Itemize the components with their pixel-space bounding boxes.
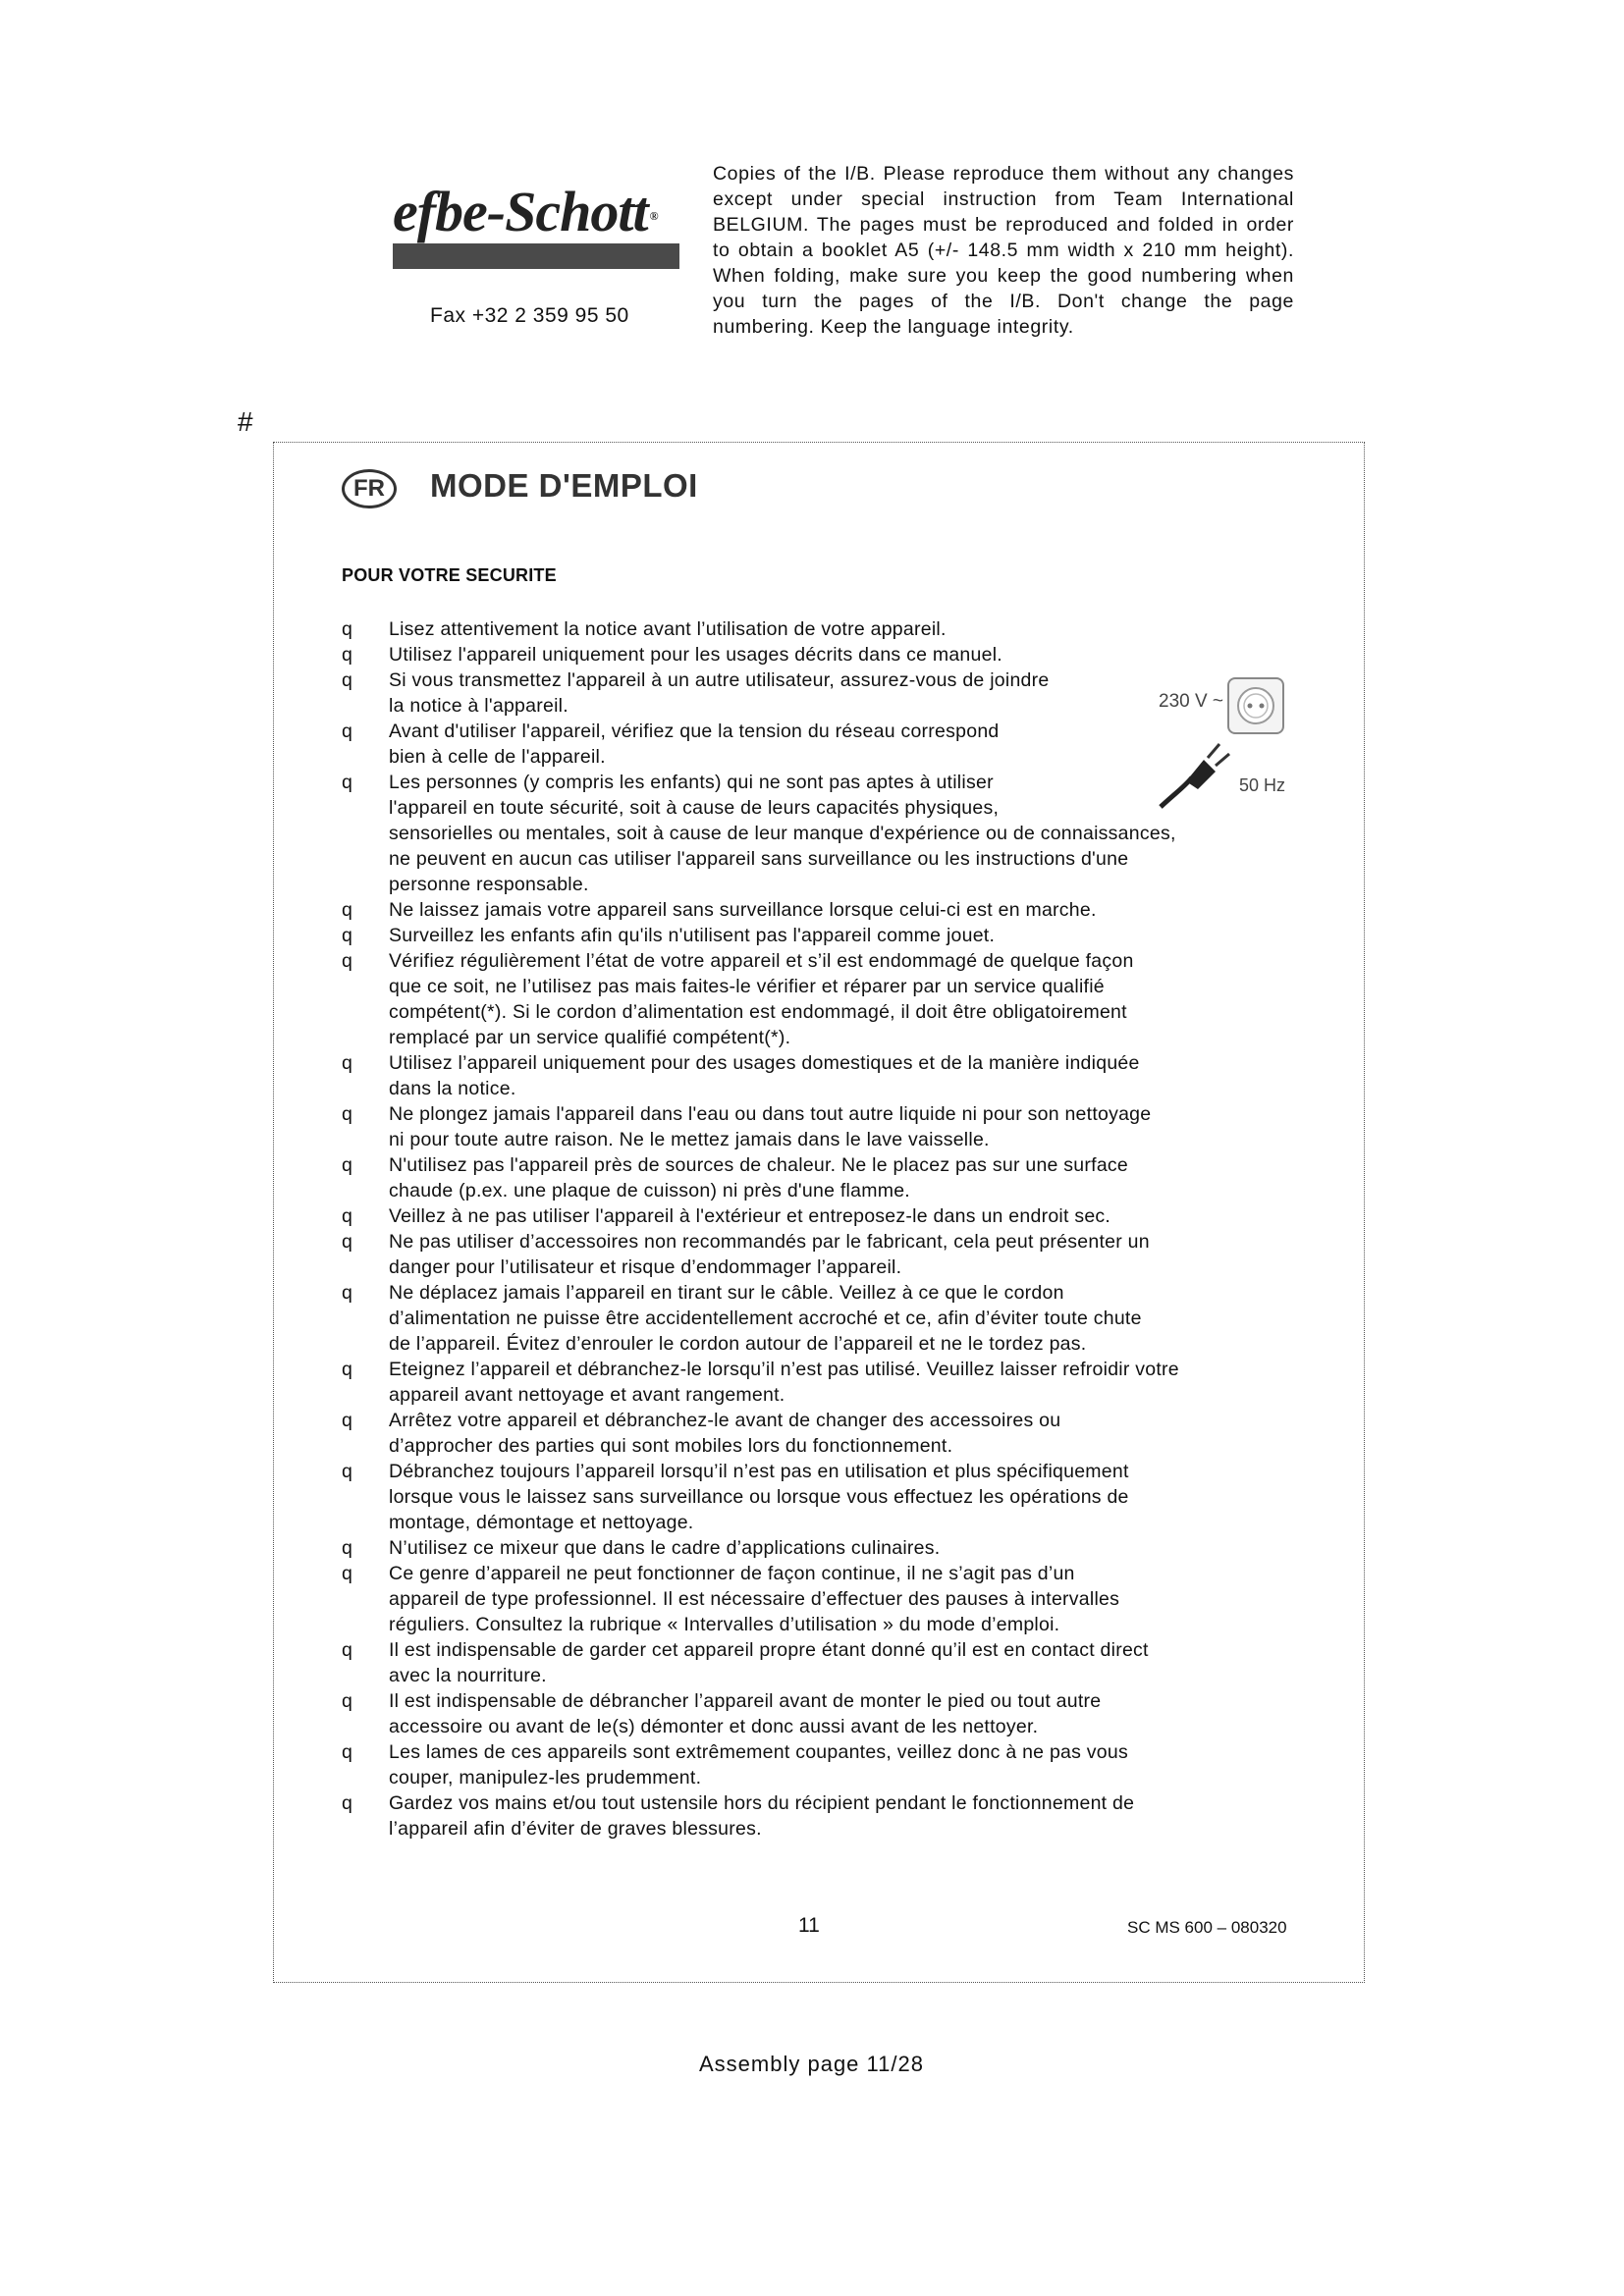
- safety-item: [342, 1357, 1324, 1408]
- safety-item-line: Si vous transmettez l'appareil à un autre utilisateur, assurez-vous de joindre: [389, 669, 1050, 691]
- safety-item-line: Débranchez toujours l’appareil lorsqu’il n’est pas en utilisation et plus spécifiquement: [389, 1461, 1129, 1482]
- safety-item-line: Lisez attentivement la notice avant l’utilisation de votre appareil.: [389, 618, 947, 640]
- safety-item-line: la notice à l'appareil.: [389, 695, 568, 717]
- safety-item: [342, 1229, 1324, 1280]
- safety-item-line: Ne déplacez jamais l’appareil en tirant sur le câble. Veillez à ce que le cordon: [389, 1282, 1064, 1304]
- safety-item: [342, 1459, 1324, 1535]
- safety-item-line: Gardez vos mains et/ou tout ustensile hors du récipient pendant le fonctionnement de: [389, 1792, 1135, 1814]
- safety-item-line: Ce genre d’appareil ne peut fonctionner de façon continue, il ne s’agit pas d’un: [389, 1563, 1075, 1584]
- voltage-label: 230 V ~: [1159, 691, 1224, 712]
- bullet-marker: q: [342, 1410, 353, 1431]
- safety-item-line: N’utilisez ce mixeur que dans le cadre d’applications culinaires.: [389, 1537, 941, 1559]
- safety-item-line: d’approcher des parties qui sont mobiles lors du fonctionnement.: [389, 1435, 953, 1457]
- bullet-marker: q: [342, 1741, 353, 1763]
- safety-item-line: Arrêtez votre appareil et débranchez-le avant de changer des accessoires ou: [389, 1410, 1061, 1431]
- safety-item-line: Il est indispensable de débrancher l’appareil avant de monter le pied ou tout autre: [389, 1690, 1102, 1712]
- manual-title: MODE D'EMPLOI: [430, 467, 698, 504]
- safety-item: [342, 1152, 1324, 1203]
- safety-item-line: Ne plongez jamais l'appareil dans l'eau ou dans tout autre liquide ni pour son nettoyage: [389, 1103, 1152, 1125]
- bullet-marker: q: [342, 1205, 353, 1227]
- bullet-marker: q: [342, 925, 353, 946]
- bullet-marker: q: [342, 1359, 353, 1380]
- assembly-page-label: Assembly page 11/28: [699, 2052, 924, 2076]
- logo-bar: [393, 243, 679, 269]
- safety-item-line: Ne laissez jamais votre appareil sans surveillance lorsque celui-ci est en marche.: [389, 899, 1097, 921]
- safety-item-line: Surveillez les enfants afin qu'ils n'utilisent pas l'appareil comme jouet.: [389, 925, 996, 946]
- safety-item-line: Utilisez l’appareil uniquement pour des usages domestiques et de la manière indiquée: [389, 1052, 1140, 1074]
- safety-item: [342, 1101, 1324, 1152]
- bullet-marker: q: [342, 1052, 353, 1074]
- safety-item-line: d’alimentation ne puisse être accidentellement accroché et ce, afin d’éviter toute chute: [389, 1308, 1142, 1329]
- safety-item-line: remplacé par un service qualifié compétent(*).: [389, 1027, 791, 1048]
- reproduction-instructions: Copies of the I/B. Please reproduce them without any changes except under special instruction from Team International BELGIUM. The pages must be reproduced and folded in order to obtain a booklet A5 (+/- 148.5 mm width x 210 mm height). When folding, make sure you keep the good numbering when you turn the pages of the I/B. Don't change the page numbering. Keep the language integrity.: [713, 163, 1294, 338]
- safety-item-line: bien à celle de l'appareil.: [389, 746, 606, 768]
- safety-item-line: N'utilisez pas l'appareil près de sources de chaleur. Ne le placez pas sur une surface: [389, 1154, 1129, 1176]
- safety-item-line: appareil de type professionnel. Il est nécessaire d’effectuer des pauses à intervalles: [389, 1588, 1120, 1610]
- safety-item-line: chaude (p.ex. une plaque de cuisson) ni près d'une flamme.: [389, 1180, 910, 1201]
- power-plug-icon: [1157, 738, 1235, 809]
- safety-item: [342, 1050, 1324, 1101]
- bullet-marker: q: [342, 1461, 353, 1482]
- safety-item-line: que ce soit, ne l’utilisez pas mais faites-le vérifier et réparer par un service qualifié: [389, 976, 1105, 997]
- safety-item: [342, 642, 1324, 667]
- document-reference: SC MS 600 – 080320: [1127, 1918, 1287, 1937]
- safety-item-line: dans la notice.: [389, 1078, 516, 1099]
- safety-item-line: réguliers. Consultez la rubrique « Intervalles d’utilisation » du mode d’emploi.: [389, 1614, 1060, 1635]
- safety-item-line: de l’appareil. Évitez d’enrouler le cordon autour de l’appareil et ne le tordez pas.: [389, 1333, 1087, 1355]
- safety-item: [342, 1408, 1324, 1459]
- safety-item-line: ni pour toute autre raison. Ne le mettez jamais dans le lave vaisselle.: [389, 1129, 990, 1150]
- safety-item: [342, 1739, 1324, 1790]
- bullet-marker: q: [342, 1563, 353, 1584]
- bullet-marker: q: [342, 1537, 353, 1559]
- bullet-marker: q: [342, 1154, 353, 1176]
- safety-item-line: sensorielles ou mentales, soit à cause de leur manque d'expérience ou de connaissances,: [389, 823, 1176, 844]
- language-badge: FR: [342, 469, 397, 508]
- safety-item-line: Les lames de ces appareils sont extrêmement coupantes, veillez donc à ne pas vous: [389, 1741, 1128, 1763]
- safety-item: [342, 1535, 1324, 1561]
- safety-item-line: accessoire ou avant de le(s) démonter et donc aussi avant de les nettoyer.: [389, 1716, 1039, 1737]
- safety-item: [342, 616, 1324, 642]
- safety-item: [342, 1203, 1324, 1229]
- bullet-marker: q: [342, 1639, 353, 1661]
- safety-item-line: Veillez à ne pas utiliser l'appareil à l'extérieur et entreposez-le dans un endroit sec.: [389, 1205, 1111, 1227]
- logo-wordmark: efbe-Schott ®: [393, 180, 658, 243]
- safety-item-line: avec la nourriture.: [389, 1665, 547, 1686]
- safety-item-line: lorsque vous le laissez sans surveillance ou lorsque vous effectuez les opérations de: [389, 1486, 1129, 1508]
- safety-item-line: couper, manipulez-les prudemment.: [389, 1767, 702, 1789]
- safety-item: [342, 1637, 1324, 1688]
- bullet-marker: q: [342, 772, 353, 793]
- safety-item: [342, 1688, 1324, 1739]
- safety-item-line: appareil avant nettoyage et avant rangement.: [389, 1384, 785, 1406]
- bullet-marker: q: [342, 1231, 353, 1253]
- power-socket-icon: [1227, 677, 1284, 734]
- safety-item: [342, 1790, 1324, 1842]
- frequency-label: 50 Hz: [1239, 775, 1286, 795]
- safety-item: [342, 923, 1324, 948]
- safety-item-line: Vérifiez régulièrement l’état de votre appareil et s’il est endommagé de quelque façon: [389, 950, 1134, 972]
- safety-item-line: personne responsable.: [389, 874, 589, 895]
- safety-item-line: Utilisez l'appareil uniquement pour les usages décrits dans ce manuel.: [389, 644, 1002, 666]
- safety-item-line: montage, démontage et nettoyage.: [389, 1512, 694, 1533]
- safety-item-line: ne peuvent en aucun cas utiliser l'appareil sans surveillance ou les instructions d'une: [389, 848, 1129, 870]
- safety-item: [342, 1280, 1324, 1357]
- bullet-marker: q: [342, 899, 353, 921]
- safety-item-line: compétent(*). Si le cordon d’alimentation est endommagé, il doit être obligatoirement: [389, 1001, 1127, 1023]
- bullet-marker: q: [342, 644, 353, 666]
- safety-item-line: danger pour l’utilisateur et risque d’endommager l’appareil.: [389, 1256, 902, 1278]
- safety-item: [342, 1561, 1324, 1637]
- safety-item-line: l’appareil afin d’éviter de graves blessures.: [389, 1818, 762, 1840]
- safety-item: [342, 897, 1324, 923]
- safety-item-line: l'appareil en toute sécurité, soit à cause de leurs capacités physiques,: [389, 797, 1000, 819]
- bullet-marker: q: [342, 1792, 353, 1814]
- bullet-marker: q: [342, 1690, 353, 1712]
- safety-item-line: Ne pas utiliser d’accessoires non recommandés par le fabricant, cela peut présenter un: [389, 1231, 1150, 1253]
- bullet-marker: q: [342, 1103, 353, 1125]
- safety-item-line: Eteignez l’appareil et débranchez-le lorsqu’il n’est pas utilisé. Veuillez laisser refroidir votre: [389, 1359, 1179, 1380]
- bullet-marker: q: [342, 721, 353, 742]
- section-title: POUR VOTRE SECURITE: [342, 565, 557, 585]
- brand-logo: [393, 180, 687, 269]
- safety-item-line: Avant d'utiliser l'appareil, vérifiez que la tension du réseau correspond: [389, 721, 1000, 742]
- safety-item-line: Les personnes (y compris les enfants) qui ne sont pas aptes à utiliser: [389, 772, 994, 793]
- bullet-marker: q: [342, 669, 353, 691]
- safety-item: [342, 948, 1324, 1050]
- hash-mark: #: [238, 406, 253, 437]
- page-number: 11: [798, 1914, 820, 1937]
- fax-number: Fax +32 2 359 95 50: [430, 304, 629, 327]
- bullet-marker: q: [342, 950, 353, 972]
- bullet-marker: q: [342, 618, 353, 640]
- bullet-marker: q: [342, 1282, 353, 1304]
- safety-item-line: Il est indispensable de garder cet appareil propre étant donné qu’il est en contact direct: [389, 1639, 1149, 1661]
